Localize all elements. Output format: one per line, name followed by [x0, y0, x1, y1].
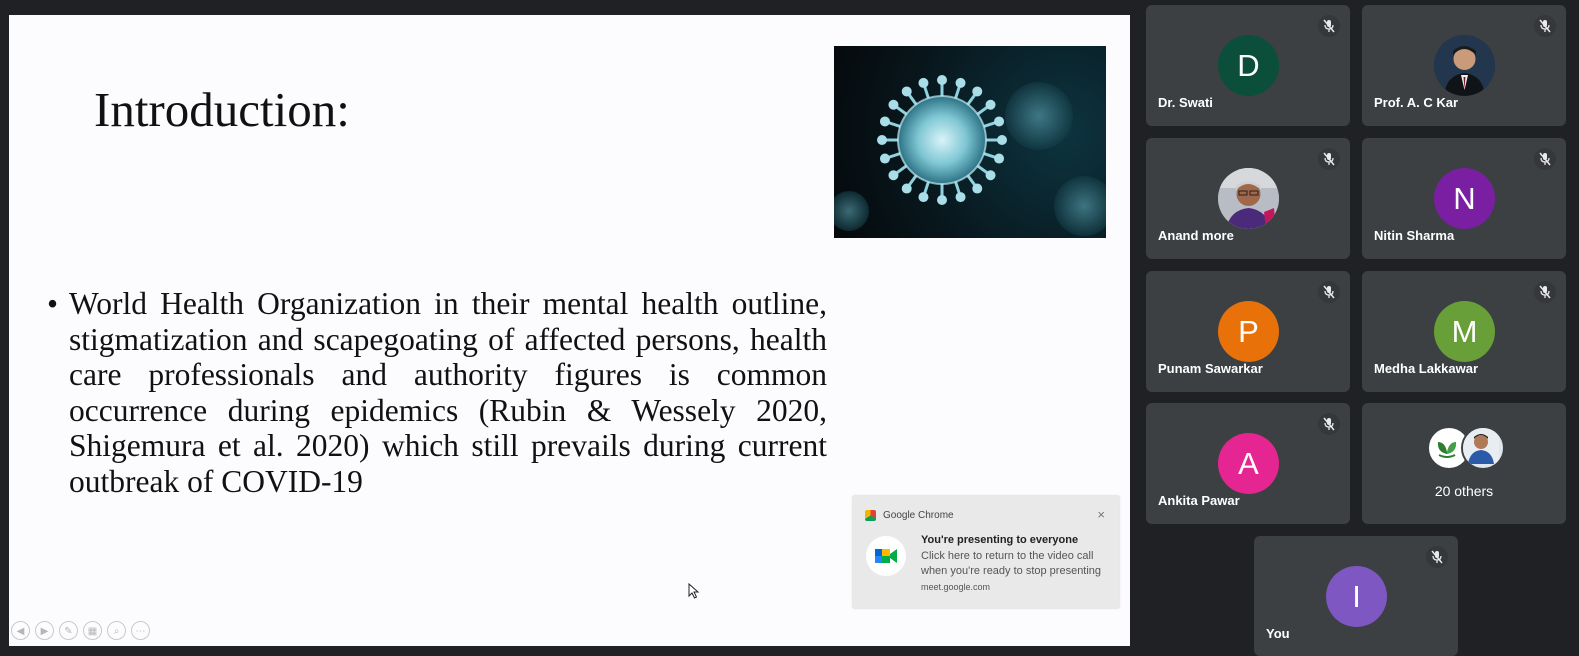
avatar-photo	[1461, 426, 1505, 470]
participant-tile[interactable]	[1146, 138, 1350, 259]
virus-spike-tip	[937, 75, 947, 85]
participant-name: Nitin Sharma	[1374, 228, 1455, 243]
avatar: P	[1218, 301, 1279, 362]
slide-toolbar	[11, 621, 150, 640]
mic-off-icon	[1534, 281, 1556, 303]
virus-spike-tip	[937, 195, 947, 205]
virus-spike-tip	[902, 184, 912, 194]
others-count-label: 20 others	[1434, 483, 1494, 499]
mic-off-icon	[1534, 15, 1556, 37]
avatar: M	[1434, 301, 1495, 362]
virus-spike-tip	[956, 192, 966, 202]
virus-spike-tip	[877, 135, 887, 145]
mic-off-icon	[1318, 281, 1340, 303]
virus-spike-tip	[994, 154, 1004, 164]
google-meet-icon	[866, 536, 906, 576]
participant-tile[interactable]	[1146, 5, 1350, 126]
participant-tile[interactable]	[1362, 138, 1566, 259]
close-icon[interactable]: ×	[1097, 507, 1105, 522]
chrome-icon	[865, 510, 876, 521]
virus-spike-tip	[888, 100, 898, 110]
participant-name: Punam Sawarkar	[1158, 361, 1263, 376]
bullet-paragraph: World Health Organization in their mental health outline, stigmatization and scapegoating of affected persons, health care professionals and authority figures is common occurrence during epidemics (Rubin & Wessely 2020, Shigemura et al. 2020) which still prevails during current outbreak of COVID-19	[69, 286, 827, 499]
notification-source: meet.google.com	[921, 582, 991, 592]
others-tile[interactable]	[1362, 403, 1566, 524]
coronavirus-image	[834, 46, 1106, 238]
participant-name: Dr. Swati	[1158, 95, 1213, 110]
virus-spike-tip	[880, 154, 890, 164]
participant-tile[interactable]	[1146, 403, 1350, 524]
mic-off-icon	[1318, 15, 1340, 37]
avatar: D	[1218, 35, 1279, 96]
virus-spike-tip	[888, 170, 898, 180]
avatar: A	[1218, 433, 1279, 494]
avatar: I	[1326, 566, 1387, 627]
virus-spike-tip	[972, 184, 982, 194]
participant-name: You	[1266, 626, 1290, 641]
participant-tile[interactable]	[1362, 271, 1566, 392]
avatar: N	[1434, 168, 1495, 229]
mouse-cursor-icon	[688, 583, 700, 599]
mic-off-icon	[1318, 148, 1340, 170]
more-icon[interactable]: ⋯	[131, 621, 150, 640]
avatar-photo	[1218, 168, 1279, 229]
virus-spike-tip	[918, 78, 928, 88]
avatar-photo	[1434, 35, 1495, 96]
virus-spike-tip	[880, 116, 890, 126]
participant-name: Medha Lakkawar	[1374, 361, 1479, 376]
notification-body: Click here to return to the video call when you're ready to stop presenting	[921, 550, 1102, 577]
previous-icon[interactable]: ◀	[11, 621, 30, 640]
slides-icon[interactable]: ▦	[83, 621, 102, 640]
participant-tile[interactable]	[1146, 271, 1350, 392]
virus-spike-tip	[956, 78, 966, 88]
virus-spike-tip	[902, 86, 912, 96]
virus-spike-tip	[986, 170, 996, 180]
participant-name: Anand more	[1158, 228, 1234, 243]
self-tile[interactable]	[1254, 536, 1458, 656]
next-icon[interactable]: ▶	[35, 621, 54, 640]
virus-spike-tip	[918, 192, 928, 202]
zoom-icon[interactable]: ⌕	[107, 621, 126, 640]
notification-app-name: Google Chrome	[883, 510, 954, 521]
bullet-marker: •	[47, 286, 59, 321]
chrome-notification[interactable]	[853, 496, 1119, 608]
participant-tile[interactable]	[1362, 5, 1566, 126]
pen-icon[interactable]: ✎	[59, 621, 78, 640]
slide-title: Introduction:	[94, 82, 350, 137]
mic-off-icon	[1534, 148, 1556, 170]
virus-spike-tip	[994, 116, 1004, 126]
slide-bullet-text	[47, 286, 827, 499]
mic-off-icon	[1318, 413, 1340, 435]
virus-spike-tip	[997, 135, 1007, 145]
virus-spike-tip	[972, 86, 982, 96]
participant-name: Ankita Pawar	[1158, 493, 1240, 508]
mic-off-icon	[1426, 546, 1448, 568]
others-avatar-stack	[1427, 426, 1507, 470]
notification-title: You're presenting to everyone	[921, 534, 1079, 546]
participant-name: Prof. A. C Kar	[1374, 95, 1459, 110]
virus-spike-tip	[986, 100, 996, 110]
